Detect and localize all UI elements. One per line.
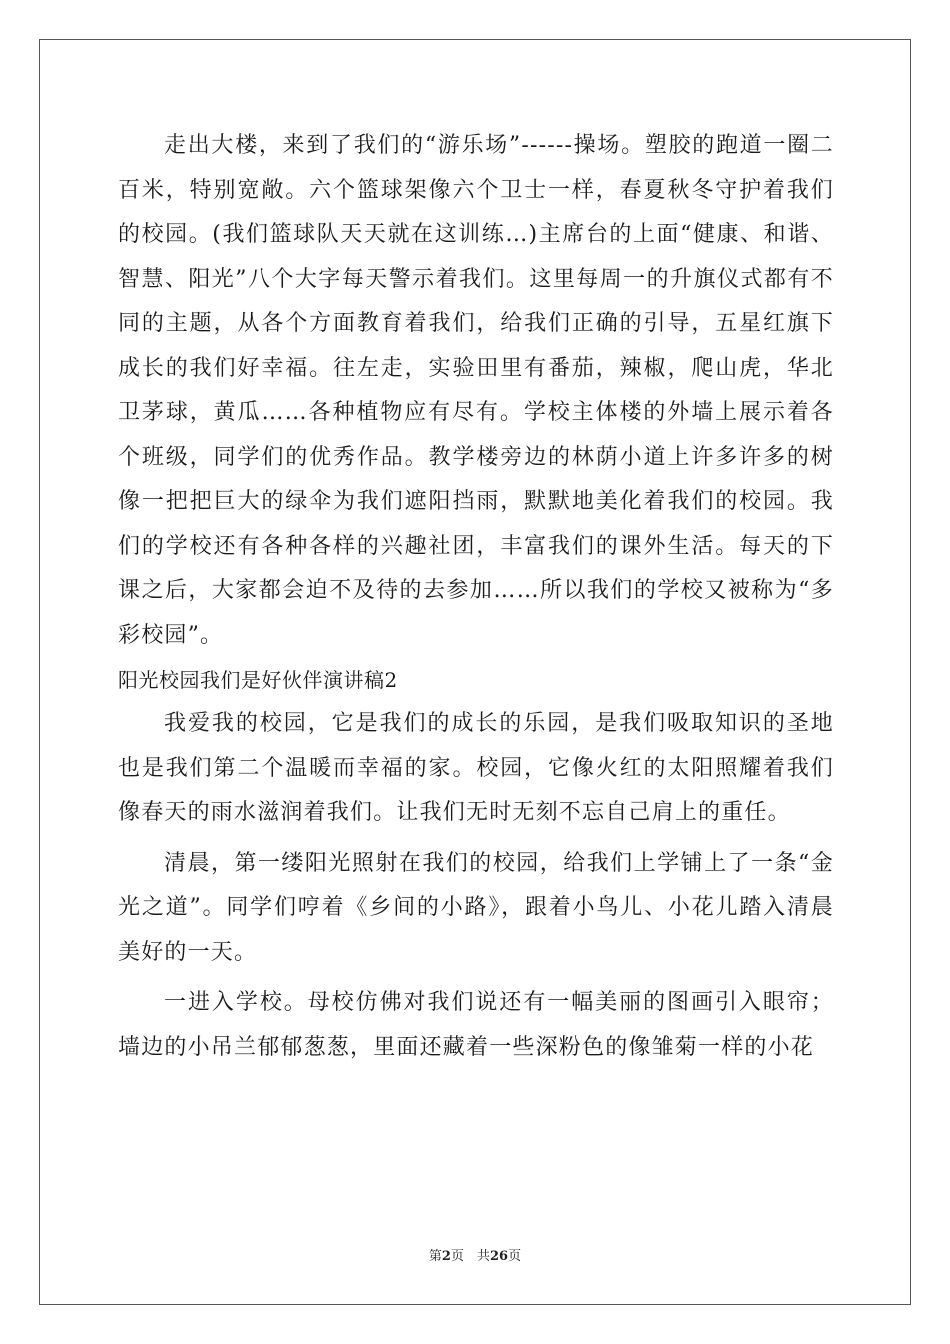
footer-suffix: 页 xyxy=(508,1249,522,1264)
paragraph-morning: 清晨，第一缕阳光照射在我们的校园，给我们上学铺上了一条“金光之道”。同学们哼着《乡间的小路》，跟着小鸟儿、小花儿踏入清晨美好的一天。 xyxy=(118,850,834,965)
document-body xyxy=(118,124,834,1070)
paragraph-playground: 走出大楼，来到了我们的“游乐场”------操场。塑胶的跑道一圈二百米，特别宽敞。六个篮球架像六个卫士一样，春夏秋冬守护着我们的校园。(我们篮球队天天就在这训练…)主席台的上面“健康、和谐、智慧、阳光”八个大字每天警示着我们。这里每周一的升旗仪式都有不同的主题，从各个方面教育着我们，给我们正确的引导，五星红旗下成长的我们好幸福。往左走，实验田里有番茄，辣椒，爬山虎，华北卫茅球，黄瓜……各种植物应有尽有。学校主体楼的外墙上展示着各个班级，同学们的优秀作品。教学楼旁边的林荫小道上许多许多的树像一把把巨大的绿伞为我们遮阳挡雨，默默地美化着我们的校园。我们的学校还有各种各样的兴趣社团，丰富我们的课外生活。每天的下课之后，大家都会迫不及待的去参加……所以我们的学校又被称为“多彩校园”。 xyxy=(118,133,834,648)
footer-mid: 页 共 xyxy=(450,1249,490,1264)
section-heading: 阳光校园我们是好伙伴演讲稿2 xyxy=(118,668,398,692)
footer-total-pages: 26 xyxy=(489,1249,509,1264)
footer-prefix: 第 xyxy=(428,1249,442,1264)
paragraph-entering-school: 一进入学校。母校仿佛对我们说还有一幅美丽的图画引入眼帘；墙边的小吊兰郁郁葱葱，里面还藏着一些深粉色的像雏菊一样的小花 xyxy=(118,990,834,1060)
footer-current-page: 2 xyxy=(441,1249,451,1264)
paragraph-love-campus: 我爱我的校园，它是我们的成长的乐园，是我们吸取知识的圣地也是我们第二个温暖而幸福的家。校园，它像火红的太阳照耀着我们像春天的雨水滋润着我们。让我们无时无刻不忘自己肩上的重任。 xyxy=(118,711,834,825)
page-number-footer xyxy=(0,1245,950,1264)
